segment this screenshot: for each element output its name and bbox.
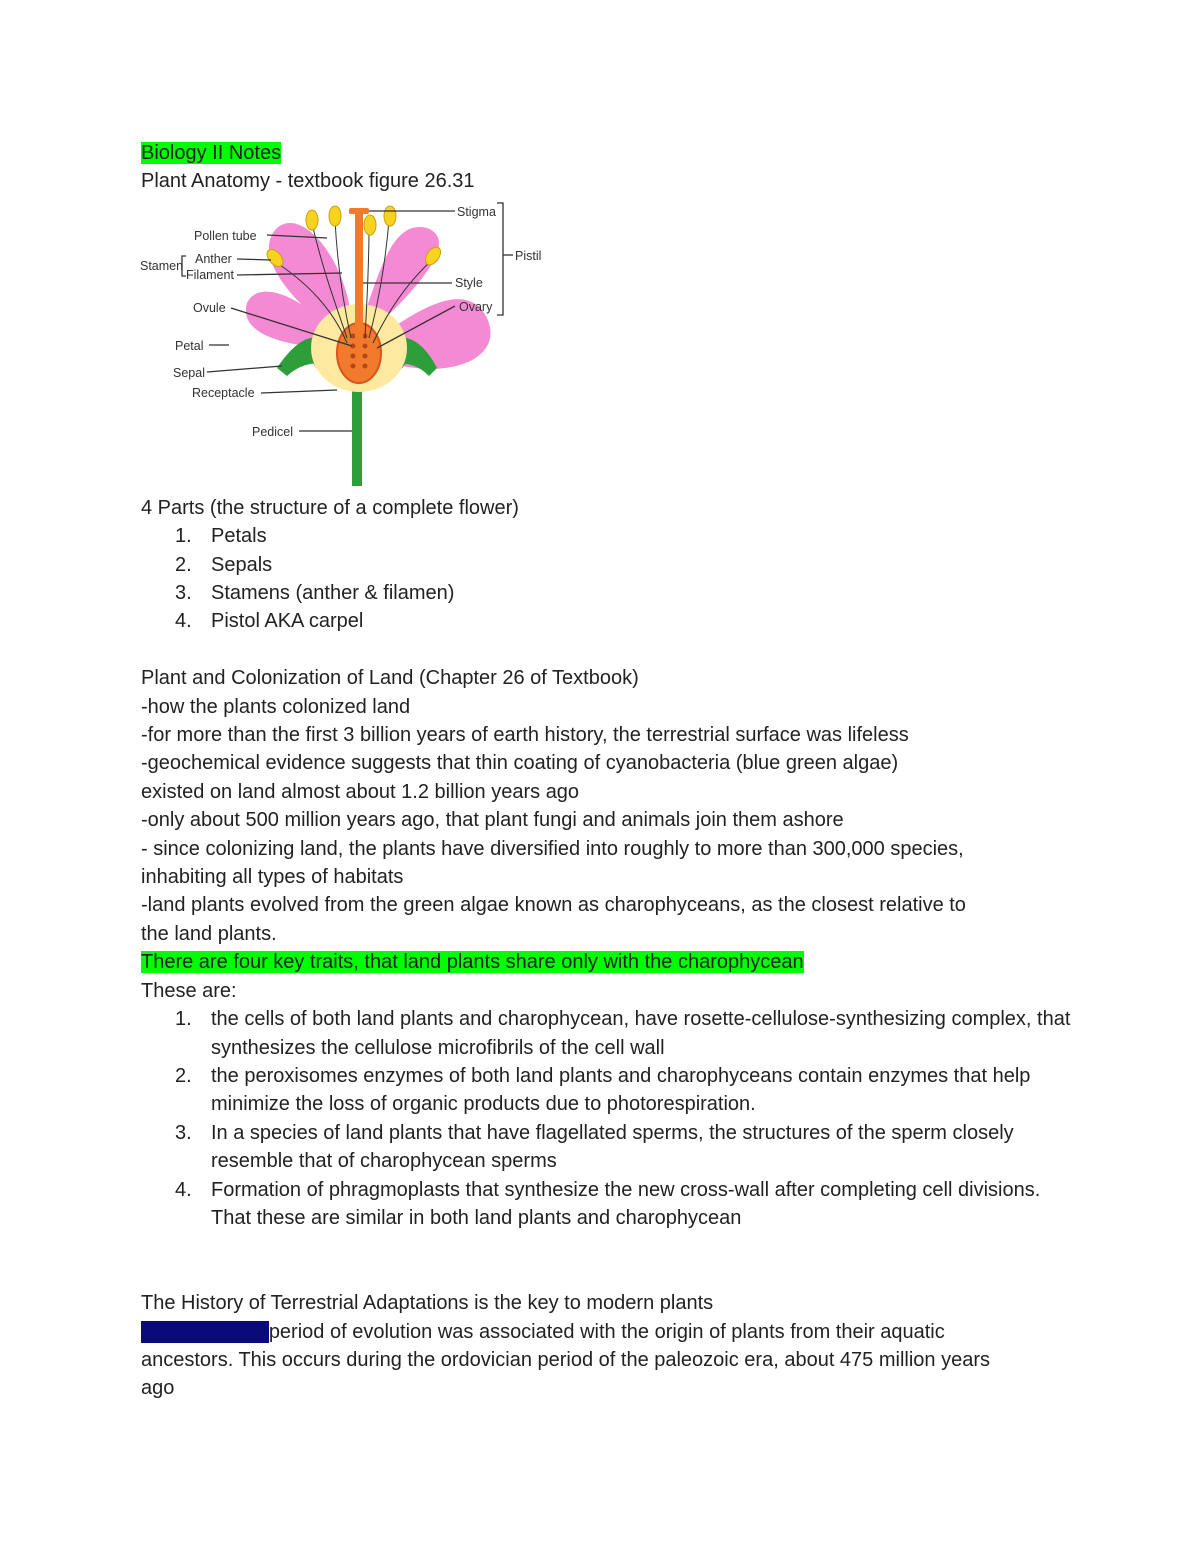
traits-intro: These are:	[141, 979, 237, 1002]
list-item: 2. Sepals	[175, 553, 273, 576]
paragraph-line: -how the plants colonized land	[141, 695, 411, 718]
pedicel-stem	[352, 386, 362, 486]
label-stamen: Stamen	[140, 258, 184, 273]
paragraph-line: -geochemical evidence suggests that thin coating of cyanobacteria (blue green algae)	[141, 752, 899, 775]
paragraph-line: existed on land almost about 1.2 billion years ago	[141, 780, 580, 803]
stigma-shape	[349, 208, 369, 214]
label-filament: Filament	[186, 267, 234, 282]
style-shape	[355, 212, 363, 337]
list-item: 3. Stamens (anther & filamen)	[175, 582, 455, 605]
label-ovary: Ovary	[459, 299, 493, 314]
document-page	[141, 139, 1071, 1403]
list-item: 2. the peroxisomes enzymes of both land plants and charophyceans contain enzymes that help minimize the loss of organic products due to photorespiration.	[175, 1064, 1031, 1116]
paragraph-line: - since colonizing land, the plants have diversified into roughly to more than 300,000 species,	[141, 837, 964, 860]
doc-title-line	[141, 139, 1071, 167]
list-item: 3. In a species of land plants that have flagellated sperms, the structures of the sperm closely resemble that of charophycean sperms	[175, 1121, 1014, 1173]
doc-title: Biology II Notes	[141, 142, 282, 164]
label-style: Style	[455, 275, 483, 290]
list-item: 1. Petals	[175, 525, 267, 548]
paragraph-line: the land plants.	[141, 922, 277, 945]
label-ovule: Ovule	[193, 300, 226, 315]
history-line-1	[141, 1318, 1071, 1346]
label-pistil: Pistil	[515, 248, 542, 263]
label-pollen-tube: Pollen tube	[194, 228, 257, 243]
paragraph-line: -for more than the first 3 billion years of earth history, the terrestrial surface was lifeless	[141, 724, 909, 747]
label-anther: Anther	[195, 251, 232, 266]
traits-highlight: There are four key traits, that land plants share only with the charophycean	[141, 951, 804, 974]
paragraph-line: inhabiting all types of habitats	[141, 866, 404, 889]
doc-subtitle: Plant Anatomy - textbook figure 26.31	[141, 170, 475, 193]
label-receptacle: Receptacle	[192, 385, 255, 400]
colonization-heading: Plant and Colonization of Land (Chapter 26 of Textbook)	[141, 667, 639, 690]
label-stigma: Stigma	[457, 204, 496, 219]
history-heading: The History of Terrestrial Adaptations is the key to modern plants	[141, 1292, 714, 1315]
list-item: 4. Formation of phragmoplasts that synthesize the new cross-wall after completing cell divisions. That these are similar in both land plants and charophycean	[175, 1178, 1041, 1229]
parts-list	[141, 522, 1071, 636]
traits-list	[141, 1005, 1071, 1232]
paragraph-line: -only about 500 million years ago, that plant fungi and animals join them ashore	[141, 809, 844, 832]
parts-heading: 4 Parts (the structure of a complete flower)	[141, 496, 519, 519]
list-item: 4. Pistol AKA carpel	[175, 610, 364, 633]
history-line-2: ancestors. This occurs during the ordovician period of the paleozoic era, about 475 million years	[141, 1348, 990, 1371]
label-petal: Petal	[175, 338, 204, 353]
history-highlight: The first major	[141, 1320, 269, 1343]
history-line-3: ago	[141, 1377, 175, 1400]
paragraph-line: -land plants evolved from the green algae known as charophyceans, as the closest relative to	[141, 894, 966, 917]
list-item: 1. the cells of both land plants and charophycean, have rosette-cellulose-synthesizing complex, that synthesizes the cellulose microfibrils of the cell wall	[175, 1008, 1071, 1059]
label-sepal: Sepal	[173, 365, 205, 380]
flower-diagram	[137, 198, 547, 488]
traits-highlight-line	[141, 948, 1071, 976]
flower-anatomy-figure	[137, 198, 547, 488]
history-line-1-rest: period of evolution was associated with the origin of plants from their aquatic	[268, 1320, 945, 1343]
label-pedicel: Pedicel	[252, 424, 293, 439]
